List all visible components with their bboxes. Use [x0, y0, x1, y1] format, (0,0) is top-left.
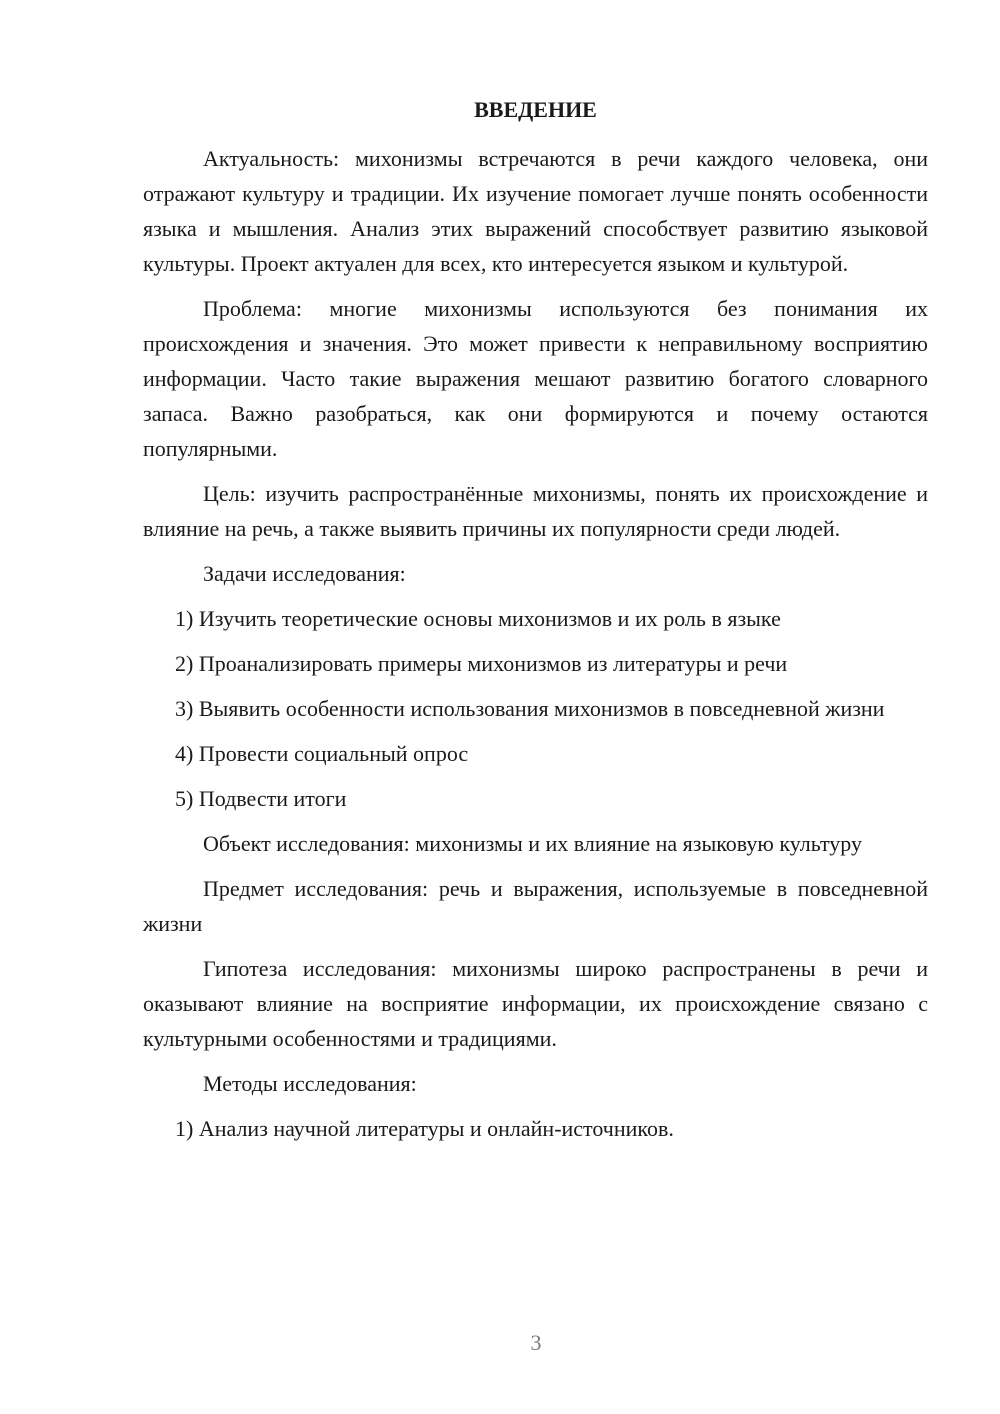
task-item-5: 5) Подвести итоги: [175, 786, 347, 811]
paragraph-object: Объект исследования: михонизмы и их влияние на языковую культуру: [203, 831, 862, 856]
paragraph-goal: Цель: изучить распространённые михонизмы, понять их происхождение и влияние на речь, а также выявить причины их популярности среди людей.: [143, 481, 928, 541]
task-item-1: 1) Изучить теоретические основы михонизмов и их роль в языке: [175, 606, 781, 631]
task-item-3: 3) Выявить особенности использования михонизмов в повседневной жизни: [175, 696, 885, 721]
section-title: ВВЕДЕНИЕ: [474, 97, 597, 122]
paragraph-problem: Проблема: многие михонизмы используются без понимания их происхождения и значения. Это может привести к неправильному восприятию информации. Часто такие выражения мешают развитию богатого словарного запаса. Важно разобраться, как они формируются и почему остаются популярными.: [143, 296, 928, 461]
paragraph-hypothesis: Гипотеза исследования: михонизмы широко распространены в речи и оказывают влияние на восприятие информации, их происхождение связано с культурными особенностями и традициями.: [143, 956, 928, 1051]
page-content: [143, 92, 928, 1146]
method-item-1: 1) Анализ научной литературы и онлайн-источников.: [175, 1116, 674, 1141]
task-item-2: 2) Проанализировать примеры михонизмов из литературы и речи: [175, 651, 788, 676]
paragraph-relevance: Актуальность: михонизмы встречаются в речи каждого человека, они отражают культуру и традиции. Их изучение помогает лучше понять особенности языка и мышления. Анализ этих выражений способствует развитию языковой культуры. Проект актуален для всех, кто интересуется языком и культурой.: [143, 146, 928, 276]
methods-heading: Методы исследования:: [203, 1071, 417, 1096]
tasks-heading: Задачи исследования:: [203, 561, 406, 586]
page-number: 3: [530, 1330, 542, 1355]
paragraph-subject: Предмет исследования: речь и выражения, используемые в повседневной жизни: [143, 876, 928, 936]
task-item-4: 4) Провести социальный опрос: [175, 741, 469, 766]
